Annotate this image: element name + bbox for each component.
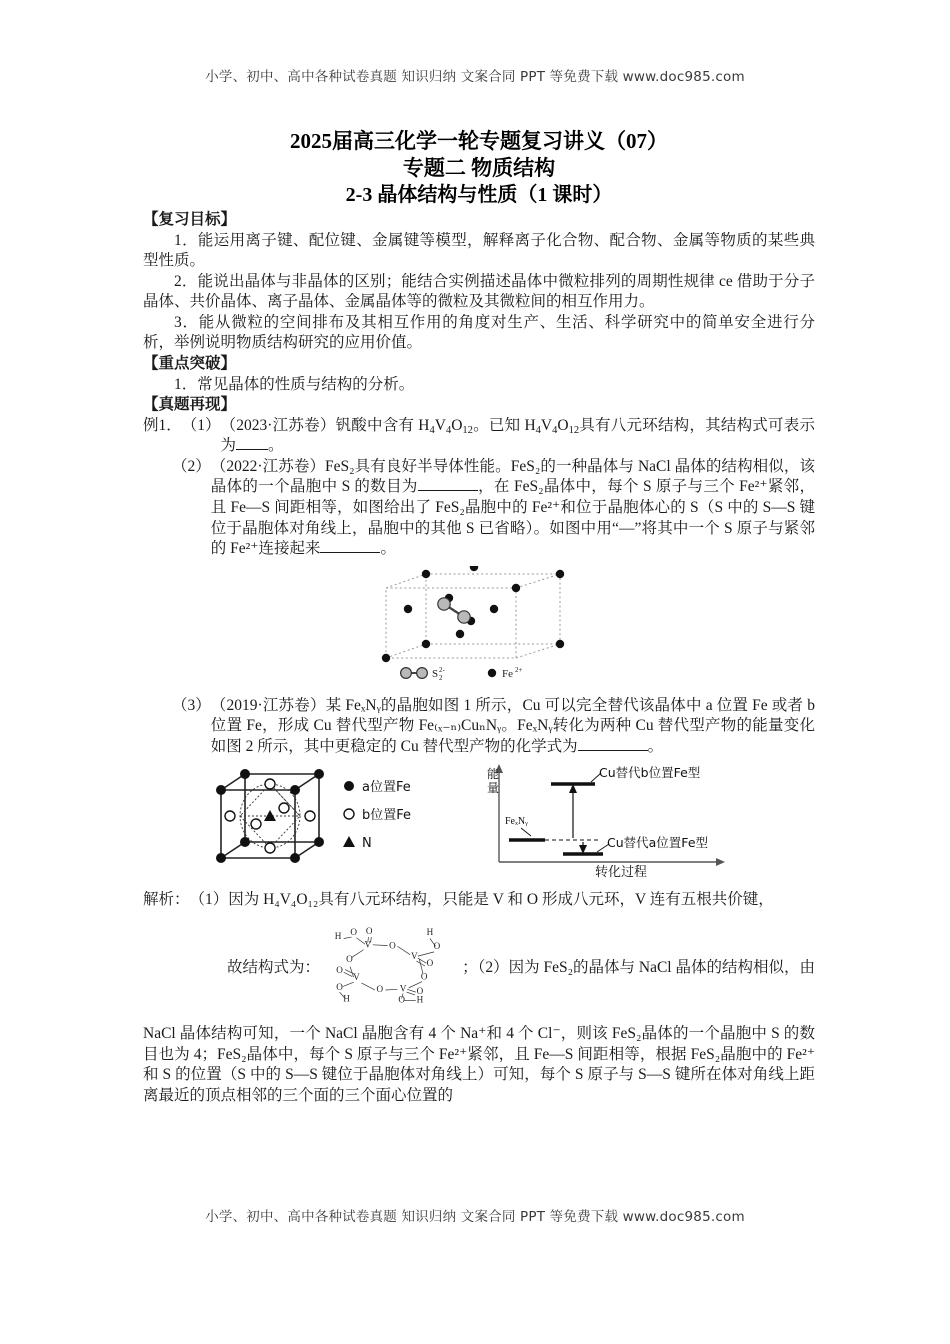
- q3-end: 。: [647, 738, 664, 755]
- svg-text:2: 2: [439, 673, 443, 682]
- footer-watermark: 小学、初中、高中各种试卷真题 知识归纳 文案合同 PPT 等免费下载 www.doc985.com: [205, 1209, 745, 1225]
- goal-item-1: 1．能运用离子键、配位键、金属键等模型，解释离子化合物、配合物、金属等物质的某些典型性质。: [143, 231, 815, 270]
- structure-outro: ；（2）因为 FeS₂的晶体与 NaCl 晶体的结构相似，由: [462, 959, 815, 977]
- atom-v-top-right: V: [411, 951, 418, 962]
- goal-item-2: 2．能说出晶体与非晶体的区别；能结合实例描述晶体中微粒排列的周期性规律 ce 借助于分子晶体、共价晶体、离子晶体、金属晶体等的微粒及其微粒间的相互作用力。: [143, 272, 815, 311]
- legend-s-label: S: [432, 667, 439, 680]
- level-label-high: Cu替代b位置Fe型: [599, 764, 701, 780]
- energy-axis-label-2: 量: [487, 780, 500, 795]
- svg-text:O: O: [433, 941, 441, 952]
- svg-text:H: H: [334, 931, 342, 942]
- question-2: [172, 457, 815, 560]
- q2-answer-blank-1[interactable]: [418, 490, 478, 491]
- question-1: [143, 416, 815, 457]
- svg-text:O: O: [346, 953, 353, 964]
- svg-text:O: O: [420, 971, 428, 982]
- atom-v-bottom-right: V: [399, 983, 407, 994]
- atom-v-top-left: V: [364, 939, 372, 950]
- analysis-heading: 解析：: [143, 890, 190, 908]
- section-heading-goals: 【复习目标】: [143, 211, 237, 228]
- analysis-paragraph-1: [143, 890, 815, 911]
- document-content: [143, 128, 815, 1107]
- svg-text:O: O: [365, 926, 373, 937]
- analysis-text-3: NaCl 晶体结构可知，一个 NaCl 晶胞含有 4 个 Na⁺和 4 个 Cl⁻，则该 FeS₂晶体的一个晶胞中 S 的数目也为 4；FeS₂晶体中，每个 S 原子与三个 Fe²⁺紧邻，且 Fe—S 间距相等，根据 FeS₂晶胞中的 Fe²⁺和 S 的位置（S 中的 S—S 键位于晶胞体对角线上）可知，每个 S 原子与 S—S 键所在体对角线上距离最近的顶点相邻的三个面的三个面心位置的: [143, 1025, 815, 1104]
- svg-text:O: O: [389, 940, 396, 951]
- svg-text:2-: 2-: [439, 665, 445, 674]
- q1-text-b: 。已知 H: [472, 416, 536, 434]
- header-watermark: 小学、初中、高中各种试卷真题 知识归纳 文案合同 PPT 等免费下载 www.doc985.com: [205, 69, 745, 85]
- legend-fe-label: Fe: [502, 667, 513, 680]
- svg-text:O: O: [426, 958, 434, 969]
- fexny-figures-svg: [199, 762, 759, 880]
- level-label-start: FeₓNᵧ: [505, 815, 528, 827]
- q1-sub-v4: 4: [445, 424, 452, 436]
- legend-a-position-fe: a位置Fe: [362, 779, 411, 795]
- page-title-line1: 2025届高三化学一轮专题复习讲义（07）: [290, 129, 668, 153]
- q3-text: （2019·江苏卷）某 FeₓNᵧ的晶胞如图 1 所示，Cu 可以完全替代该晶体中 a 位置 Fe 或者 b 位置 Fe，形成 Cu 替代型产物 Fe₍ₓ₋ₙ₎CuₙNᵧ。FeₓNᵧ转化为两种 Cu 替代型产物的能量变化如图 2 所示，其中更稳定的 Cu 替代型产物的化学式为: [210, 696, 815, 755]
- q1-text-a: （2023·江苏卷）钒酸中含有 H: [220, 416, 430, 434]
- level-label-low: Cu替代a位置Fe型: [607, 834, 709, 850]
- svg-text:O: O: [336, 982, 343, 993]
- svg-text:O: O: [398, 994, 405, 1005]
- figure-group-fexny: [143, 762, 815, 880]
- atom-v-bottom-left: V: [353, 972, 360, 983]
- q1-end: 。: [268, 437, 284, 455]
- question-3-body: [211, 696, 815, 758]
- q3-answer-blank[interactable]: [578, 750, 648, 751]
- svg-text:2+: 2+: [515, 665, 523, 674]
- energy-axis-label-1: 能: [487, 766, 500, 781]
- svg-text:H: H: [416, 994, 424, 1005]
- legend-n-atom: N: [362, 835, 372, 851]
- q2-answer-blank-2[interactable]: [320, 552, 380, 553]
- svg-text:O: O: [376, 984, 384, 995]
- svg-text:H: H: [343, 993, 350, 1004]
- key-item-1: 1．常见晶体的性质与结构的分析。: [174, 375, 415, 393]
- q1-sub-o12: 12: [462, 424, 473, 436]
- analysis-text-1: （1）因为 H₄V₄O₁₂具有八元环结构，只能是 V 和 O 形成八元环，V 连有五根共价键，: [189, 890, 774, 908]
- section-heading-real-questions: 【真题再现】: [143, 396, 237, 414]
- page-title-line3: 2-3 晶体结构与性质（1 课时）: [345, 184, 613, 206]
- question-3: [172, 696, 815, 758]
- q2-line1: （2022·江苏卷）FeS₂具有良好半导体性能。FeS₂的一种晶体与 NaCl 晶体的结构相似，该晶体的一个晶胞中 S 的数目为: [210, 457, 815, 496]
- figure-fes2-unit-cell: [143, 566, 815, 684]
- goal-item-3: 3．能从微粒的空间排布及其相互作用的角度对生产、生活、科学研究中的简单安全进行分析，举例说明物质结构研究的应用价值。: [143, 313, 815, 352]
- structure-intro: 故结构式为：: [227, 959, 321, 977]
- conversion-axis-label: 转化过程: [595, 864, 648, 880]
- q1-sub-h4: 4: [429, 424, 435, 436]
- example-label: 例1．: [143, 416, 182, 434]
- svg-text:H: H: [426, 927, 434, 938]
- legend-b-position-fe: b位置Fe: [362, 807, 412, 823]
- q2-end: 。: [380, 540, 396, 558]
- section-heading-key: 【重点突破】: [143, 355, 237, 373]
- question-3-number: （3）: [172, 696, 211, 714]
- page-title-line2: 专题二 物质结构: [402, 156, 556, 180]
- figure-h4v4o12-structure: [227, 912, 815, 1020]
- question-1-body: （2023·江苏卷）钒酸中含有 $H_4V_4O_{12}$。已知 $H_4V_4O_{12}$具有八元环结构，其结构式可表示为 。: [220, 416, 815, 455]
- svg-text:O: O: [350, 927, 357, 938]
- q1-text-c: 具有八元环结构，其结构式可表示为: [220, 416, 815, 455]
- q1-answer-blank[interactable]: [236, 449, 268, 450]
- question-1-number: （1）: [181, 416, 221, 434]
- nitrogen-atom-marker: [264, 810, 276, 821]
- svg-text:O: O: [416, 986, 424, 997]
- question-2-body: [211, 457, 815, 560]
- fes2-cell-svg: [364, 566, 594, 684]
- question-2-number: （2）: [172, 457, 211, 475]
- svg-text:O: O: [336, 965, 343, 976]
- v4o12-ring-svg: [324, 912, 458, 1020]
- q2-line2: ，在 FeS₂晶体中，每个 S 原子与三个 Fe²⁺紧邻，且 Fe—S 间距相等，如图给出了 FeS₂晶胞中的 Fe²⁺和位于晶胞体心的 S（S 中的 S—S 键位于晶胞体对角线上，晶胞中的其他 S 已省略）。如图中用“—”将其中一个 S 原子与紧邻的 Fe²⁺连接起来: [210, 478, 815, 558]
